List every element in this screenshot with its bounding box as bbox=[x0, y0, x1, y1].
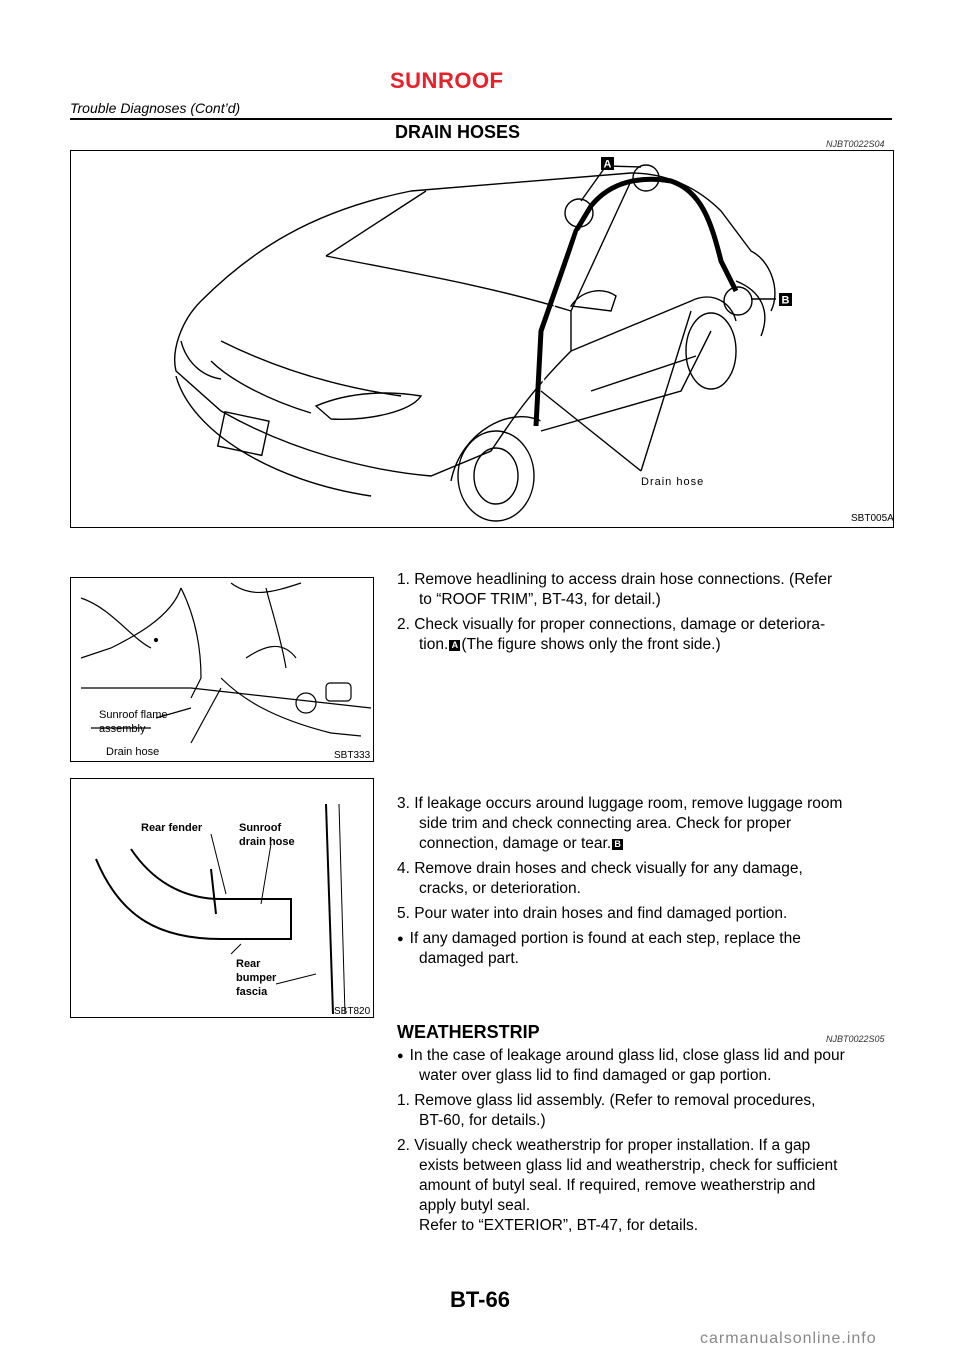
rear-bumper-label-3: fascia bbox=[236, 986, 268, 998]
header-rule bbox=[70, 118, 892, 120]
bullet-icon: ● bbox=[397, 933, 404, 945]
rear-drain-hose-illustration bbox=[71, 779, 373, 1017]
rear-bumper-label-1: Rear bbox=[236, 958, 261, 970]
weatherstrip-heading: WEATHERSTRIP bbox=[397, 1022, 540, 1042]
weatherstrip-step-1: 1. Remove glass lid assembly. (Refer to removal procedures, BT-60, for details.) bbox=[397, 1092, 816, 1129]
drain-hoses-code: NJBT0022S04 bbox=[826, 139, 885, 149]
step-1: 1. Remove headlining to access drain hose connections. (Refer to “ROOF TRIM”, BT-43, for detail.) bbox=[397, 571, 833, 608]
drain-steps-3-5 bbox=[397, 794, 892, 969]
weatherstrip-step-2: 2. Visually check weatherstrip for proper installation. If a gap exists between glass lid and weatherstrip, check for sufficient amount of butyl seal. If required, remove weatherstrip and apply butyl seal. Refer to “EXTERIOR”, BT-47, for details. bbox=[397, 1137, 838, 1234]
bullet-replace: ● If any damaged portion is found at each step, replace the damaged part. bbox=[397, 930, 801, 967]
weatherstrip-bullet: ● In the case of leakage around glass lid, close glass lid and pour water over glass lid to find damaged or gap portion. bbox=[397, 1047, 845, 1084]
callout-a-inline-badge: A bbox=[449, 640, 460, 651]
weatherstrip-steps bbox=[397, 1046, 892, 1236]
step-3: 3. If leakage occurs around luggage room, remove luggage room side trim and check connecting area. Check for proper connection, damage or tear. B bbox=[397, 795, 843, 852]
bullet-icon: ● bbox=[397, 1050, 404, 1062]
figure-label-sbt820: SBT820 bbox=[334, 1006, 371, 1017]
sunroof-flame-label-1: Sunroof flame bbox=[99, 709, 168, 721]
weatherstrip-code: NJBT0022S05 bbox=[826, 1034, 885, 1044]
car-drain-hose-figure bbox=[70, 150, 894, 528]
drain-hose-label-333: Drain hose bbox=[106, 746, 160, 758]
figure-label-sbt333: SBT333 bbox=[334, 750, 371, 761]
figure-label-sbt005a: SBT005A bbox=[851, 513, 893, 524]
callout-b-text: B bbox=[781, 294, 790, 307]
figure-sbt820 bbox=[70, 778, 374, 1018]
page-number: BT-66 bbox=[450, 1287, 510, 1312]
sunroof-flame-label-2: assembly bbox=[99, 723, 146, 735]
sunroof-label-1: Sunroof bbox=[239, 822, 282, 834]
callout-a-text: A bbox=[603, 158, 612, 171]
figure-sbt333 bbox=[70, 577, 374, 762]
sunroof-label-2: drain hose bbox=[239, 836, 295, 848]
drain-hose-label: Drain hose bbox=[641, 476, 705, 488]
rear-fender-label: Rear fender bbox=[141, 822, 203, 834]
sunroof-frame-illustration bbox=[71, 578, 373, 761]
rear-bumper-label-2: bumper bbox=[236, 972, 277, 984]
drain-steps-1-2 bbox=[397, 570, 892, 655]
section-header-title: SUNROOF bbox=[390, 68, 504, 93]
watermark: carmanualsonline.info bbox=[700, 1330, 877, 1347]
step-4: 4. Remove drain hoses and check visually for any damage, cracks, or deterioration. bbox=[397, 860, 803, 897]
callout-b-inline-badge: B bbox=[612, 839, 623, 850]
step-2: 2. Check visually for proper connections, damage or deteriora- tion. A (The figure shows only the front side.) bbox=[397, 616, 826, 653]
step-5: 5. Pour water into drain hoses and find damaged portion. bbox=[397, 905, 788, 922]
drain-hoses-heading: DRAIN HOSES bbox=[395, 122, 521, 142]
section-header-subtitle: Trouble Diagnoses (Cont’d) bbox=[70, 100, 241, 116]
car-illustration bbox=[71, 151, 893, 527]
